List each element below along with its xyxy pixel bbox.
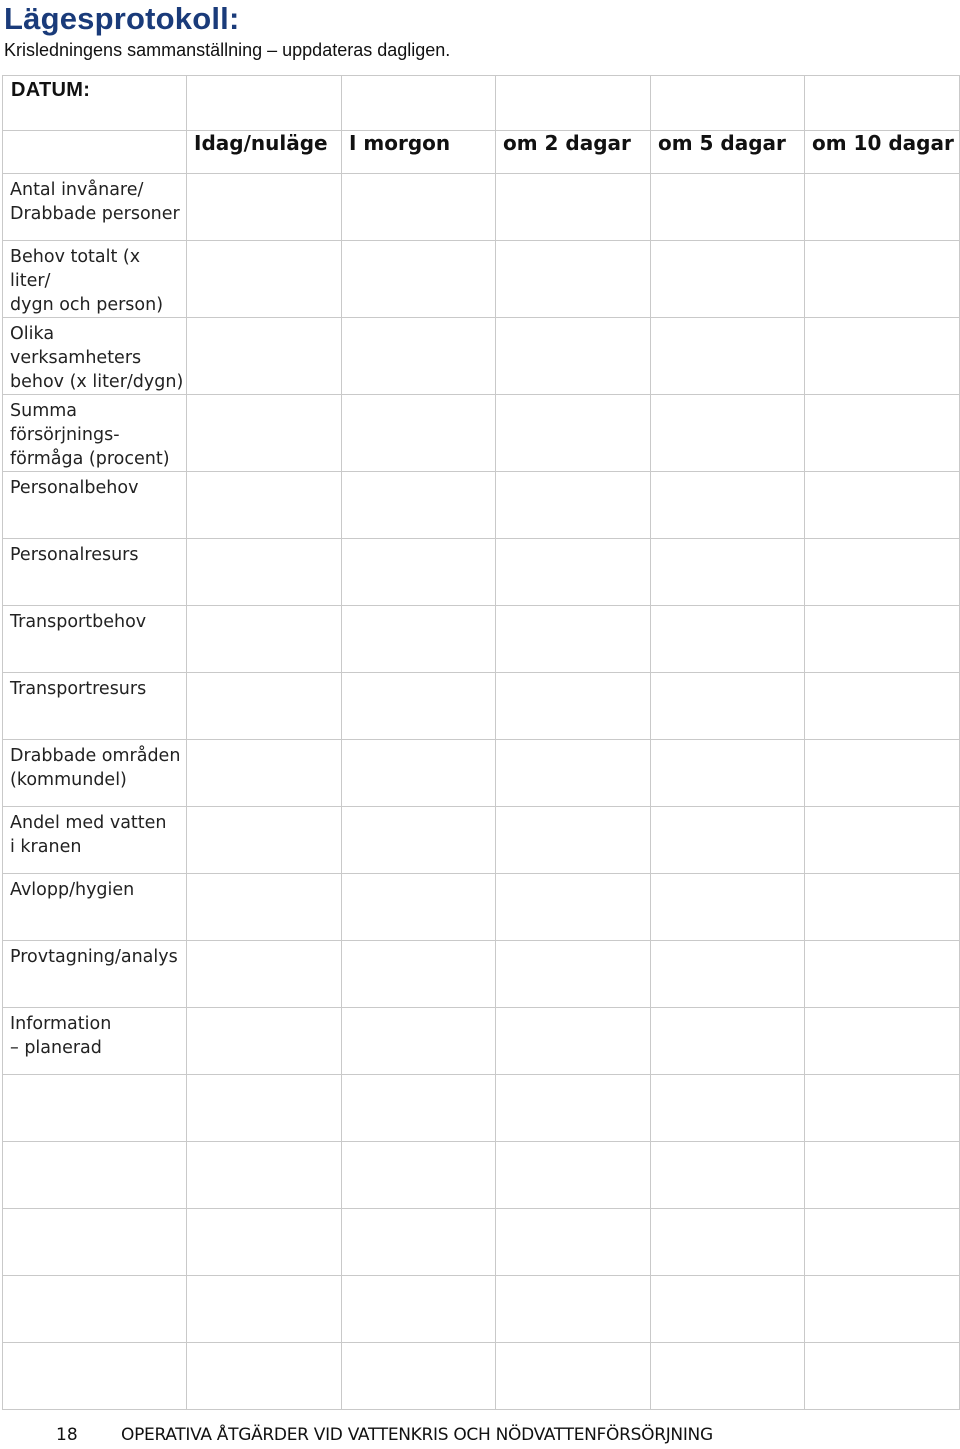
entry-cell[interactable] bbox=[805, 941, 960, 1008]
date-row bbox=[3, 76, 960, 131]
entry-cell[interactable] bbox=[805, 874, 960, 941]
entry-cell[interactable] bbox=[342, 673, 496, 740]
entry-cell[interactable] bbox=[805, 740, 960, 807]
entry-cell[interactable] bbox=[342, 606, 496, 673]
entry-cell[interactable] bbox=[805, 673, 960, 740]
entry-cell[interactable] bbox=[805, 1008, 960, 1075]
entry-cell[interactable] bbox=[805, 807, 960, 874]
entry-cell[interactable] bbox=[496, 472, 651, 539]
entry-cell[interactable] bbox=[187, 673, 342, 740]
row-label bbox=[3, 1075, 187, 1142]
entry-cell[interactable] bbox=[496, 174, 651, 241]
entry-cell[interactable] bbox=[496, 395, 651, 472]
column-header-2-days: om 2 dagar bbox=[496, 131, 651, 174]
entry-cell[interactable] bbox=[342, 1209, 496, 1276]
row-label: Andel med vatten i kranen bbox=[3, 807, 187, 874]
page-subtitle: Krisledningens sammanställning – uppdateras dagligen. bbox=[4, 40, 451, 60]
page-title: Lägesprotokoll: bbox=[4, 1, 240, 36]
entry-cell[interactable] bbox=[805, 606, 960, 673]
entry-cell[interactable] bbox=[651, 740, 805, 807]
table-row bbox=[3, 874, 960, 941]
table-row bbox=[3, 241, 960, 318]
row-label: Transportbehov bbox=[3, 606, 187, 673]
table-row bbox=[3, 472, 960, 539]
entry-cell[interactable] bbox=[342, 874, 496, 941]
entry-cell[interactable] bbox=[651, 1276, 805, 1343]
entry-cell[interactable] bbox=[496, 1142, 651, 1209]
column-header-tomorrow: I morgon bbox=[342, 131, 496, 174]
entry-cell[interactable] bbox=[805, 539, 960, 606]
entry-cell[interactable] bbox=[651, 174, 805, 241]
table-row bbox=[3, 941, 960, 1008]
entry-cell[interactable] bbox=[496, 673, 651, 740]
date-cell[interactable] bbox=[342, 76, 496, 131]
entry-cell[interactable] bbox=[496, 1276, 651, 1343]
row-label: Transportresurs bbox=[3, 673, 187, 740]
entry-cell[interactable] bbox=[651, 807, 805, 874]
entry-cell[interactable] bbox=[651, 395, 805, 472]
entry-cell[interactable] bbox=[342, 1075, 496, 1142]
entry-cell[interactable] bbox=[496, 241, 651, 318]
row-label bbox=[3, 1343, 187, 1410]
table-row bbox=[3, 1343, 960, 1410]
table-row bbox=[3, 395, 960, 472]
row-label bbox=[3, 1142, 187, 1209]
entry-cell[interactable] bbox=[342, 1343, 496, 1410]
footer-title: OPERATIVA ÅTGÄRDER VID VATTENKRIS OCH NÖDVATTENFÖRSÖRJNING bbox=[121, 1425, 713, 1445]
entry-cell[interactable] bbox=[342, 318, 496, 395]
entry-cell[interactable] bbox=[496, 539, 651, 606]
entry-cell[interactable] bbox=[651, 1142, 805, 1209]
entry-cell[interactable] bbox=[805, 1209, 960, 1276]
table-row bbox=[3, 1209, 960, 1276]
row-label bbox=[3, 1276, 187, 1343]
entry-cell[interactable] bbox=[651, 539, 805, 606]
entry-cell[interactable] bbox=[651, 1075, 805, 1142]
entry-cell[interactable] bbox=[342, 1142, 496, 1209]
entry-cell[interactable] bbox=[496, 606, 651, 673]
entry-cell[interactable] bbox=[342, 241, 496, 318]
row-label: Provtagning/analys bbox=[3, 941, 187, 1008]
table-body bbox=[3, 174, 960, 1410]
entry-cell[interactable] bbox=[805, 241, 960, 318]
entry-cell[interactable] bbox=[805, 472, 960, 539]
column-header-10-days: om 10 dagar bbox=[805, 131, 960, 174]
entry-cell[interactable] bbox=[187, 1343, 342, 1410]
table-row bbox=[3, 174, 960, 241]
entry-cell[interactable] bbox=[342, 807, 496, 874]
entry-cell[interactable] bbox=[342, 1008, 496, 1075]
row-label: Summa försörjnings- förmåga (procent) bbox=[3, 395, 187, 472]
column-header-5-days: om 5 dagar bbox=[651, 131, 805, 174]
entry-cell[interactable] bbox=[187, 606, 342, 673]
entry-cell[interactable] bbox=[496, 740, 651, 807]
date-cell[interactable] bbox=[496, 76, 651, 131]
entry-cell[interactable] bbox=[187, 539, 342, 606]
row-label: Personalbehov bbox=[3, 472, 187, 539]
entry-cell[interactable] bbox=[187, 174, 342, 241]
table-row bbox=[3, 740, 960, 807]
column-header-row bbox=[3, 131, 960, 174]
entry-cell[interactable] bbox=[187, 807, 342, 874]
entry-cell[interactable] bbox=[187, 1075, 342, 1142]
entry-cell[interactable] bbox=[651, 318, 805, 395]
table-row bbox=[3, 1075, 960, 1142]
date-cell[interactable] bbox=[651, 76, 805, 131]
entry-cell[interactable] bbox=[805, 174, 960, 241]
datum-label: DATUM: bbox=[3, 76, 187, 131]
date-cell[interactable] bbox=[805, 76, 960, 131]
entry-cell[interactable] bbox=[342, 472, 496, 539]
column-header-today: Idag/nuläge bbox=[187, 131, 342, 174]
entry-cell[interactable] bbox=[187, 740, 342, 807]
date-cell[interactable] bbox=[187, 76, 342, 131]
entry-cell[interactable] bbox=[805, 1343, 960, 1410]
entry-cell[interactable] bbox=[496, 1343, 651, 1410]
row-label: Information – planerad bbox=[3, 1008, 187, 1075]
entry-cell[interactable] bbox=[805, 1276, 960, 1343]
entry-cell[interactable] bbox=[342, 1276, 496, 1343]
entry-cell[interactable] bbox=[651, 1209, 805, 1276]
entry-cell[interactable] bbox=[187, 241, 342, 318]
entry-cell[interactable] bbox=[187, 318, 342, 395]
row-label: Drabbade områden (kommundel) bbox=[3, 740, 187, 807]
table-row bbox=[3, 673, 960, 740]
row-label: Behov totalt (x liter/ dygn och person) bbox=[3, 241, 187, 318]
entry-cell[interactable] bbox=[496, 941, 651, 1008]
entry-cell[interactable] bbox=[187, 395, 342, 472]
row-label: Avlopp/hygien bbox=[3, 874, 187, 941]
entry-cell[interactable] bbox=[187, 874, 342, 941]
entry-cell[interactable] bbox=[805, 318, 960, 395]
table-row bbox=[3, 1276, 960, 1343]
entry-cell[interactable] bbox=[342, 539, 496, 606]
entry-cell[interactable] bbox=[805, 1075, 960, 1142]
corner-cell bbox=[3, 131, 187, 174]
page-number: 18 bbox=[56, 1425, 78, 1445]
row-label: Personalresurs bbox=[3, 539, 187, 606]
entry-cell[interactable] bbox=[496, 874, 651, 941]
entry-cell[interactable] bbox=[342, 174, 496, 241]
entry-cell[interactable] bbox=[342, 941, 496, 1008]
table-row bbox=[3, 1142, 960, 1209]
row-label: Antal invånare/ Drabbade personer bbox=[3, 174, 187, 241]
entry-cell[interactable] bbox=[651, 1008, 805, 1075]
entry-cell[interactable] bbox=[651, 941, 805, 1008]
entry-cell[interactable] bbox=[651, 673, 805, 740]
entry-cell[interactable] bbox=[496, 318, 651, 395]
entry-cell[interactable] bbox=[651, 241, 805, 318]
entry-cell[interactable] bbox=[187, 472, 342, 539]
entry-cell[interactable] bbox=[187, 941, 342, 1008]
status-protocol-table bbox=[2, 75, 960, 1410]
entry-cell[interactable] bbox=[187, 1008, 342, 1075]
table-row bbox=[3, 606, 960, 673]
entry-cell[interactable] bbox=[187, 1142, 342, 1209]
table-row bbox=[3, 539, 960, 606]
entry-cell[interactable] bbox=[651, 472, 805, 539]
entry-cell[interactable] bbox=[651, 1343, 805, 1410]
entry-cell[interactable] bbox=[496, 1008, 651, 1075]
entry-cell[interactable] bbox=[496, 807, 651, 874]
table-row bbox=[3, 1008, 960, 1075]
row-label: Olika verksamheters behov (x liter/dygn) bbox=[3, 318, 187, 395]
entry-cell[interactable] bbox=[342, 740, 496, 807]
entry-cell[interactable] bbox=[651, 874, 805, 941]
entry-cell[interactable] bbox=[187, 1209, 342, 1276]
table-row bbox=[3, 807, 960, 874]
entry-cell[interactable] bbox=[805, 1142, 960, 1209]
entry-cell[interactable] bbox=[651, 606, 805, 673]
entry-cell[interactable] bbox=[187, 1276, 342, 1343]
entry-cell[interactable] bbox=[496, 1075, 651, 1142]
entry-cell[interactable] bbox=[342, 395, 496, 472]
entry-cell[interactable] bbox=[496, 1209, 651, 1276]
entry-cell[interactable] bbox=[805, 395, 960, 472]
row-label bbox=[3, 1209, 187, 1276]
table-row bbox=[3, 318, 960, 395]
